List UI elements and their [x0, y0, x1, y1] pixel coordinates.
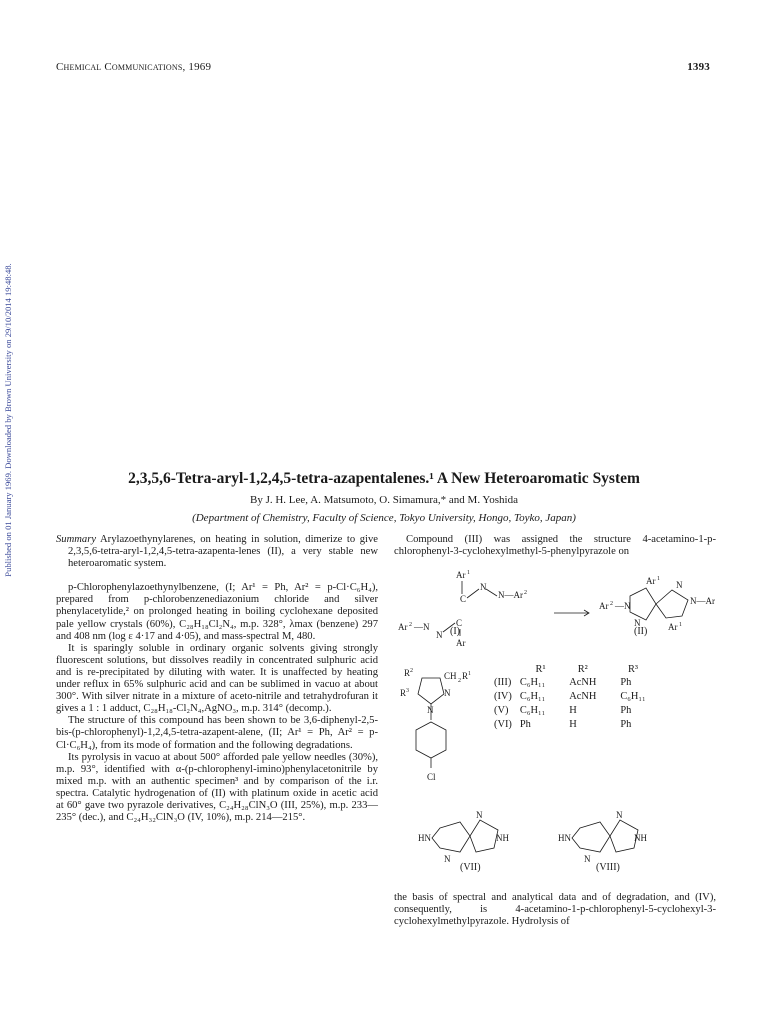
- table-cell: (III): [494, 676, 512, 688]
- svg-text:1: 1: [468, 671, 471, 677]
- pyrazole-drawing: [400, 664, 490, 794]
- label-VIII: (VIII): [596, 862, 620, 873]
- svg-text:HN: HN: [418, 833, 431, 843]
- svg-text:—N: —N: [414, 622, 430, 632]
- svg-text:R: R: [404, 668, 411, 678]
- right-column-bottom: [394, 892, 716, 928]
- right-top-paragraph: Compound (III) was assigned the structure 4-acetamino-1-p-chlorophenyl-3-cyclohexylmethyl-5-phenylpyrazole on: [394, 534, 716, 558]
- svg-text:2: 2: [610, 601, 613, 607]
- label-II: (II): [634, 626, 648, 637]
- paragraph-1: p-Chlorophenylazoethynylbenzene, (I; Ar¹ = Ph, Ar² = p-Cl·C₆H₄), prepared from p-chlorobenzenediazonium chloride and silver phenylacetylide,² on prolonged heating in boiling cyclohexane deposited pale yellow crystals (60%), C₂₈H₁₈Cl₂N₄, m.p. 328°, λmax (benzene) 297 and 408 nm (log ε 4·17 and 4·05), and mass-spectral M, 480.: [56, 582, 378, 642]
- svg-text:Ar: Ar: [599, 601, 609, 611]
- svg-text:3: 3: [406, 688, 409, 694]
- table-cell: C₆H₁₁: [519, 676, 546, 688]
- svg-text:R: R: [400, 688, 407, 698]
- svg-text:N: N: [427, 705, 434, 715]
- article-authors: By J. H. Lee, A. Matsumoto, O. Simamura,* and M. Yoshida: [250, 494, 518, 506]
- table-cell: C₆H₁₁: [519, 704, 546, 716]
- svg-text:2: 2: [458, 678, 461, 684]
- svg-text:N: N: [676, 580, 683, 590]
- svg-text:HN: HN: [558, 833, 571, 843]
- table-cell: H: [569, 704, 577, 716]
- svg-text:Cl: Cl: [427, 772, 436, 782]
- svg-text:N: N: [584, 854, 591, 864]
- label-VII: (VII): [460, 862, 481, 873]
- svg-text:C: C: [456, 618, 463, 628]
- svg-text:1: 1: [657, 576, 660, 582]
- svg-text:Ar: Ar: [456, 638, 466, 648]
- svg-text:1: 1: [679, 622, 682, 628]
- svg-text:N: N: [436, 630, 443, 640]
- table-cell: Ph: [519, 718, 531, 730]
- summary-paragraph: [56, 534, 378, 570]
- svg-text:N: N: [616, 810, 623, 820]
- paragraph-4: Its pyrolysis in vacuo at about 500° afforded pale yellow needles (30%), m.p. 93°, identified with α-(p-chlorophenyl-imino)phenylacetonitrile by mixed m.p. with an authentic specimen³ and by comparison of the i.r. spectra. Catalytic hydrogenation of (II) with platinum oxide in acetic acid at 60° gave two pyrazole derivatives, C₂₄H₂₈ClN₃O (III, 25%), m.p. 233—235° (dec.), and C₂₄H₃₂ClN₃O (IV, 10%), m.p. 214—215°.: [56, 751, 378, 824]
- bicyclic-structures: [410, 808, 710, 878]
- svg-text:NH: NH: [634, 833, 647, 843]
- svg-text:NH: NH: [496, 833, 509, 843]
- svg-text:C: C: [460, 594, 467, 604]
- table-row: [490, 717, 650, 731]
- pyrazole-structure: [400, 664, 490, 794]
- paragraph-2: It is sparingly soluble in ordinary organic solvents giving strongly fluorescent solutions, but dissolves readily in concentrated sulphuric acid and is re-precipitated by diluting with water. It is unaffected by heating under reflux in 65% sulphuric acid and can be sublimed in vacuo at about 300°. With silver nitrate in a mixture of aceto-nitrile and tetrahydrofuran it gives a 1 : 1 adduct, C₂₈H₁₈-Cl₂N₄,AgNO₃, m.p. 314° (decomp.).: [56, 642, 378, 715]
- svg-text:Ar: Ar: [646, 576, 656, 586]
- table-row: [490, 703, 650, 717]
- table-row: [490, 689, 650, 703]
- summary-label: Summary: [56, 534, 97, 545]
- left-column: [56, 534, 378, 824]
- table-cell: H: [569, 718, 577, 730]
- right-bottom-paragraph: the basis of spectral and analytical data and of degradation, and (IV), consequently, is 4-acetamino-1-p-chlorophenyl-5-cyclohexyl-3-cyclohexylmethylpyrazole. Hydrolysis of: [394, 892, 716, 928]
- svg-text:2: 2: [409, 622, 412, 628]
- table-header: [490, 664, 516, 675]
- table-cell: (VI): [494, 718, 512, 730]
- svg-text:N—Ar: N—Ar: [498, 590, 523, 600]
- table-header: R²: [577, 664, 588, 675]
- table-cell: Ph: [620, 718, 632, 730]
- svg-text:Ar: Ar: [398, 622, 408, 632]
- table-header: R¹: [535, 664, 546, 675]
- svg-text:2: 2: [410, 668, 413, 674]
- table-cell: Ph: [620, 676, 632, 688]
- table-header-row: [490, 664, 650, 675]
- article-affiliation: (Department of Chemistry, Faculty of Science, Tokyo University, Hongo, Toyko, Japan): [192, 512, 576, 524]
- svg-text:2: 2: [524, 590, 527, 596]
- svg-text:N: N: [444, 854, 451, 864]
- paragraph-3: The structure of this compound has been shown to be 3,6-diphenyl-2,5-bis-(p-chlorophenyl)-1,2,4,5-tetra-azapent-alene, (II; Ar¹ = Ph, Ar² = p-Cl·C₆H₄), from its mode of formation and the following degradations.: [56, 715, 378, 751]
- svg-text:N—Ar: N—Ar: [690, 596, 715, 606]
- scheme-dimerization: [394, 568, 716, 648]
- journal-header: Chemical Communications, 1969: [56, 61, 212, 73]
- svg-text:1: 1: [467, 570, 470, 576]
- svg-text:N: N: [444, 688, 451, 698]
- page-number: 1393: [687, 61, 710, 73]
- right-column-top: [394, 534, 716, 558]
- substituent-table: [490, 664, 650, 731]
- svg-text:Ar: Ar: [668, 622, 678, 632]
- table-header: R³: [627, 664, 638, 675]
- table-row: [490, 675, 650, 689]
- article-title: 2,3,5,6-Tetra-aryl-1,2,4,5-tetra-azapentalenes.¹ A New Heteroaromatic System: [128, 470, 640, 487]
- table-cell: AcNH: [569, 690, 597, 702]
- svg-text:CH: CH: [444, 671, 457, 681]
- table-cell: C₆H₁₁: [519, 690, 546, 702]
- download-notice-text: Published on 01 January 1969. Downloaded by Brown University on 29/10/2014 19:48:48.: [3, 263, 13, 577]
- svg-text:N: N: [634, 618, 641, 628]
- download-notice: [2, 200, 14, 640]
- svg-text:R: R: [462, 671, 469, 681]
- scheme-I-to-II: [394, 568, 716, 648]
- svg-text:—N: —N: [615, 601, 631, 611]
- table-cell: (IV): [494, 690, 512, 702]
- table-cell: (V): [494, 704, 509, 716]
- table-cell: C₆H₁₁: [620, 690, 646, 702]
- svg-text:Ar: Ar: [456, 570, 466, 580]
- svg-text:N: N: [476, 810, 483, 820]
- table-cell: AcNH: [569, 676, 597, 688]
- label-I: (I): [450, 626, 460, 637]
- structures-VII-VIII: [410, 808, 710, 878]
- svg-text:N: N: [480, 582, 487, 592]
- summary-text: Arylazoethynylarenes, on heating in solution, dimerize to give 2,3,5,6-tetra-aryl-1,2,4,5-tetra-azapenta-lenes (II), a very stable new heteroaromatic system.: [68, 534, 378, 570]
- table-cell: Ph: [620, 704, 632, 716]
